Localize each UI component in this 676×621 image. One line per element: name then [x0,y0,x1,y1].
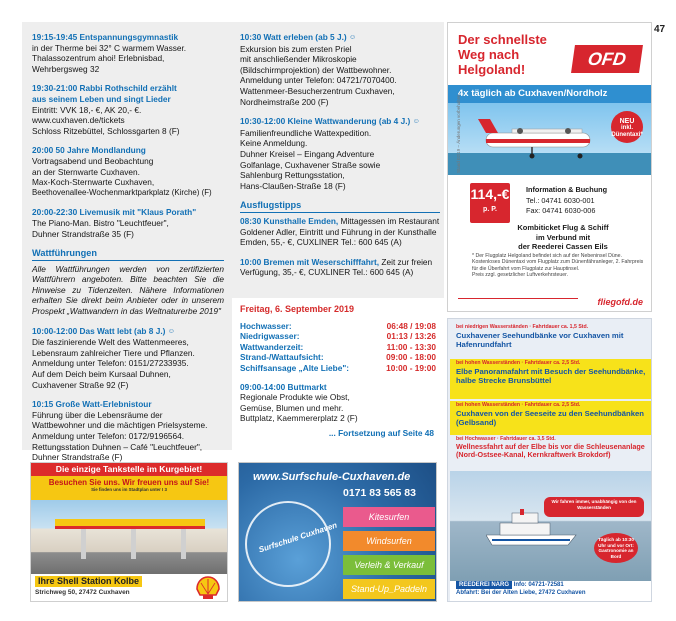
event-line: Sahlenburg Rettungsstation, [240,170,345,181]
tour-condition: bei niedrigen Wasserständen · Fahrtdauer ca. 1,5 Std. [456,324,589,330]
new-badge [611,111,643,143]
shell-map-hint: Sie finden uns im Stadtplan unter I 3 [91,487,167,492]
section-note: Alle Wattführungen werden von zertifizierten Wattführern angeboten. Bitte beachten Sie die Hinweise zu Tidenzeiten. Nähere Informationen erhalten Sie direkt beim Anbieter oder in unserem Prospekt „Wattwandern in das Weltnaturerbe 2019" [32,263,224,317]
event-line: Familienfreundliche Wattexpedition. [240,127,372,138]
combo-title: Kombiticket Flug & Schiff [517,223,609,232]
tour-title: Elbe Panoramafahrt mit Besuch der Seehundbänke, halbe Strecke Brunsbüttel [456,367,646,386]
fine-print [472,253,648,278]
event-line: Anmeldung unter Telefon: 0151/27233935. [32,358,189,369]
event-title: 10:00 Bremen mit Weserschifffahrt, [240,256,380,267]
event-title [240,116,440,128]
tide-value: 09:00 - 18:00 [386,352,436,363]
event-line: Duhner Strandstraße (F) [32,452,123,463]
event-title: 20:00 50 Jahre Mondlandung [32,145,146,156]
price-tag [470,183,510,223]
event-subtitle: aus seinem Leben und singt Lieder [32,93,171,104]
tour-condition: bei hohen Wasserständen · Fahrtdauer ca. 2,5 Std. [456,402,581,408]
reederei-address: Abfahrt: Bei der Alten Liebe, 27472 Cuxhaven [456,590,586,596]
event-line: Eintritt: VVK 18,- €, AK 20,- €. [32,104,142,115]
tour-block [450,359,651,399]
ofd-url[interactable]: fliegofd.de [597,297,643,307]
tide-value: 01:13 / 13:26 [386,331,436,342]
tour-block [450,401,651,435]
right-column [240,32,440,287]
event-entry [240,32,440,107]
event-line: The Piano-Man. Bistro "Leuchtfeuer", [32,217,169,228]
event-text: Zeit zur freien Verfügung, 35,- €, CUXLINER Tel.: 600 645 (A) [240,256,433,278]
station-canopy [55,519,205,529]
event-line: Auf dem Deich beim Kursaal Duhnen, [32,369,171,380]
canopy-pillar [131,529,136,559]
shell-subline [31,476,227,500]
station-name: Ihre Shell Station Kolbe [35,576,142,587]
promo-bubble: Wir fahren immer, unabhängig von den Wasserständen [544,497,644,517]
event-title: 08:30 Kunsthalle Emden, [240,215,339,226]
tour-condition: bei hohen Wasserständen · Fahrtdauer ca. 2,5 Std. [456,360,581,366]
ofd-advertisement [447,22,652,312]
reederei-phone[interactable]: Info: 04721-72581 [513,582,564,588]
event-line: an der Sternwarte Cuxhaven. [32,166,140,177]
fine-print-line: Preis zzgl. gesetzlicher Luftverkehrsteuer. [472,271,569,278]
event-line: Anmeldung unter Telefon: 04721/7070400. [240,75,397,86]
event-line: Wattenmeer-Besucherzentrum Cuxhaven, [240,85,395,96]
event-entry [240,382,444,424]
event-line: Wehrbergsweg 32 [32,63,100,74]
ofd-slogan: Der schnellste Weg nach Helgoland! [458,32,547,77]
event-line: Die faszinierende Welt des Wattenmeeres, [32,337,189,348]
tour-condition: bei Hochwasser · Fahrtdauer ca. 3,5 Std. [456,436,556,442]
section-heading-ausflugstipps: Ausflugstipps [240,200,440,213]
event-line: Golfanlage, Cuxhavener Straße sowie [240,159,381,170]
offer-sup: Stand-Up_Paddeln [343,579,435,599]
event-entry [32,399,224,463]
tour-block [450,435,651,460]
surf-logo-text: Surfschule Cuxhaven [257,520,339,555]
tide-row [240,363,436,374]
combo-line: im Verbund mit [535,232,591,242]
day-heading: Freitag, 6. September 2019 [240,304,355,314]
event-entry [32,207,224,239]
side-note: Stand 02/19 – Änderungen vorbehalten. [456,93,461,173]
tide-label: Schiffsansage „Alte Liebe": [240,362,350,373]
event-line: Max-Koch-Sternwarte Cuxhaven, [32,177,155,188]
event-line: Lebensraum zahlreicher Tiere und Pflanzen. [32,347,195,358]
event-line: in der Therme bei 32° C warmem Wasser. [32,42,187,53]
divider [458,298,578,299]
event-line: Duhner Strandstraße 35 (F) [32,228,134,239]
airplane-icon [472,119,612,159]
booking-title: Information & Buchung [526,185,608,194]
event-entry [32,326,224,391]
event-title-text: 10:30-12:00 Kleine Wattwanderung (ab 4 J.) [240,116,411,127]
tide-label: Strand-/Wattaufsicht: [240,352,324,363]
event-title-text: 10:30 Watt erleben (ab 5 J.) [240,32,347,42]
left-column [32,32,224,472]
tour-block [450,323,651,349]
reederei-footer [450,581,651,601]
surfschule-advertisement [238,462,437,602]
shell-advertisement [30,462,228,602]
canopy-pillar [181,529,186,559]
new-badge-title: NEU [619,118,635,125]
event-line: Buttplatz, Kaemmererplatz 2 (F) [240,413,358,424]
event-title: 19:15-19:45 Entspannungsgymnastik [32,32,179,42]
event-line: Nordheimstraße 200 (F) [240,96,329,107]
promo-circle: Täglich ab 10:30 Uhr und vor Ort: Gastronomie an Bord [594,533,638,563]
station-address: Strichweg 50, 27472 Cuxhaven [35,589,130,596]
reederei-logo: REEDEREI NARG [456,581,512,589]
event-entry [240,116,440,191]
tide-label: Wattwanderzeit: [240,341,304,352]
new-badge-text: inkl. Dünentaxi* [611,125,643,138]
canopy-pillar [81,529,86,559]
child-friendly-icon: ☺ [167,327,175,335]
event-line: Schloss Ritzebüttel, Schlossgarten 8 (F) [32,125,180,136]
surf-url[interactable]: www.Surfschule-Cuxhaven.de [253,471,411,483]
event-line: Keine Anmeldung. [240,138,308,149]
event-text: Mittagessen im Restaurant Goldener Adler, Eintritt und Führung in der Kunsthalle Emden, 55,- €, CUXLINER Tel.: 600 645 (A) [240,215,440,248]
event-line: Wattbewohner und die mächtigen Prielsysteme. [32,420,208,431]
event-line: Regionale Produkte wie Obst, [240,392,350,403]
page-number: 47 [654,24,666,35]
continue-link[interactable]: ... Fortsetzung auf Seite 48 [328,427,434,438]
event-line: Gemüse, Blumen und mehr. [240,402,344,413]
event-line: (Bildschirmprojektion) der Wattbewohner. [240,64,392,75]
event-line: mit anschließender Mikroskopie [240,54,357,65]
event-title: 19:30-21:00 Rabbi Rothschild erzählt [32,83,177,94]
shell-logo-icon [195,575,221,601]
event-entry [32,83,224,136]
ofd-band: 4x täglich ab Cuxhaven/Nordholz [448,85,651,103]
tide-label: Niedrigwasser: [240,331,300,342]
event-line: Rettungsstation Duhnen – Café "Leuchtfeuer", [32,441,203,452]
event-line: Exkursion bis zum ersten Priel [240,43,352,54]
event-line: Führung über die Lebensräume der [32,409,163,420]
event-title-text: 10:00-12:00 Das Watt lebt (ab 8 J.) [32,325,166,336]
event-line: Beethovenallee-Wochenmarktparkplatz (Kirche) (F) [32,187,212,197]
event-entry [32,145,224,198]
fine-print-line: * Der Flugplatz Helgoland befindet sich auf der Nebeninsel Düne. Kostenloses Dünentaxi vom Flugplatz zum Dünenfähranleger, 2. Fahrpreis für die Überfahrt vom Flugplatz zur Hauptinsel. [472,253,644,272]
ofd-header [448,23,651,85]
event-entry [240,257,440,278]
event-title [240,32,440,44]
ofd-logo: OFD [571,45,643,73]
shell-welcome: Besuchen Sie uns. Wir freuen uns auf Sie! [48,478,210,487]
tour-title: Cuxhavener Seehundbänke vor Cuxhaven mit Hafenrundfahrt [456,331,624,350]
price-unit: p. P. [483,206,497,213]
tide-row [240,321,436,332]
tide-row [240,342,436,353]
gas-station-photo [31,500,227,574]
event-line: Hans-Claußen-Straße 18 (F) [240,180,346,191]
section-heading-wattfuehrungen: Wattführungen [32,248,224,261]
event-title [32,326,224,338]
surf-phone[interactable]: 0171 83 565 83 [343,487,416,499]
tide-value: 06:48 / 19:08 [386,320,436,331]
booking-fax: Fax: 04741 6030-006 [526,206,596,215]
offer-kitesurfen: Kitesurfen [343,507,435,527]
reederei-advertisement [447,318,652,602]
event-line: www.cuxhaven.de/tickets [32,115,125,126]
event-title: 09:00-14:00 Buttmarkt [240,381,327,392]
tour-title: Wellnessfahrt auf der Elbe bis vor die Schleusenanlage (Nord-Ostsee-Kanal, Kernkraftwerk Brokdorf) [456,442,645,460]
event-line: Anmeldung unter Telefon: 0172/9196564. [32,431,185,441]
friday-box [232,298,444,450]
tide-row [240,352,436,363]
price-value: 114,-€ [470,186,510,202]
event-line: Duhner Kreisel – Eingang Adventure [240,148,375,159]
booking-info [526,185,650,216]
offer-verleih: Verleih & Verkauf [343,555,435,575]
booking-phone[interactable]: Tel.: 04741 6030-001 [526,196,595,205]
event-line: Vortragsabend und Beobachtung [32,155,154,166]
combo-ticket [478,223,648,252]
tour-title: Cuxhaven von der Seeseite zu den Seehundbänken (Gelbsand) [456,409,644,428]
event-entry [240,216,440,248]
combo-line: der Reederei Cassen Eils [518,242,608,251]
event-title: 20:00-22:30 Livemusik mit "Klaus Porath" [32,207,197,218]
tide-value: 11:00 - 13:30 [386,341,436,352]
event-line: Thalassozentrum ahoi! Erlebnisbad, [32,53,165,64]
tide-table [240,321,436,374]
event-title: 10:15 Große Watt-Erlebnistour [32,399,152,410]
offer-windsurfen: Windsurfen [343,531,435,551]
child-friendly-icon: ☺ [412,118,420,126]
tide-value: 10:00 - 19:00 [386,362,436,373]
child-friendly-icon: ☺ [348,34,357,41]
event-entry [32,32,224,74]
shell-headline: Die einzige Tankstelle im Kurgebiet! [31,463,227,476]
tide-row [240,331,436,342]
tide-label: Hochwasser: [240,320,292,331]
event-line: Cuxhavener Straße 92 (F) [32,379,129,390]
